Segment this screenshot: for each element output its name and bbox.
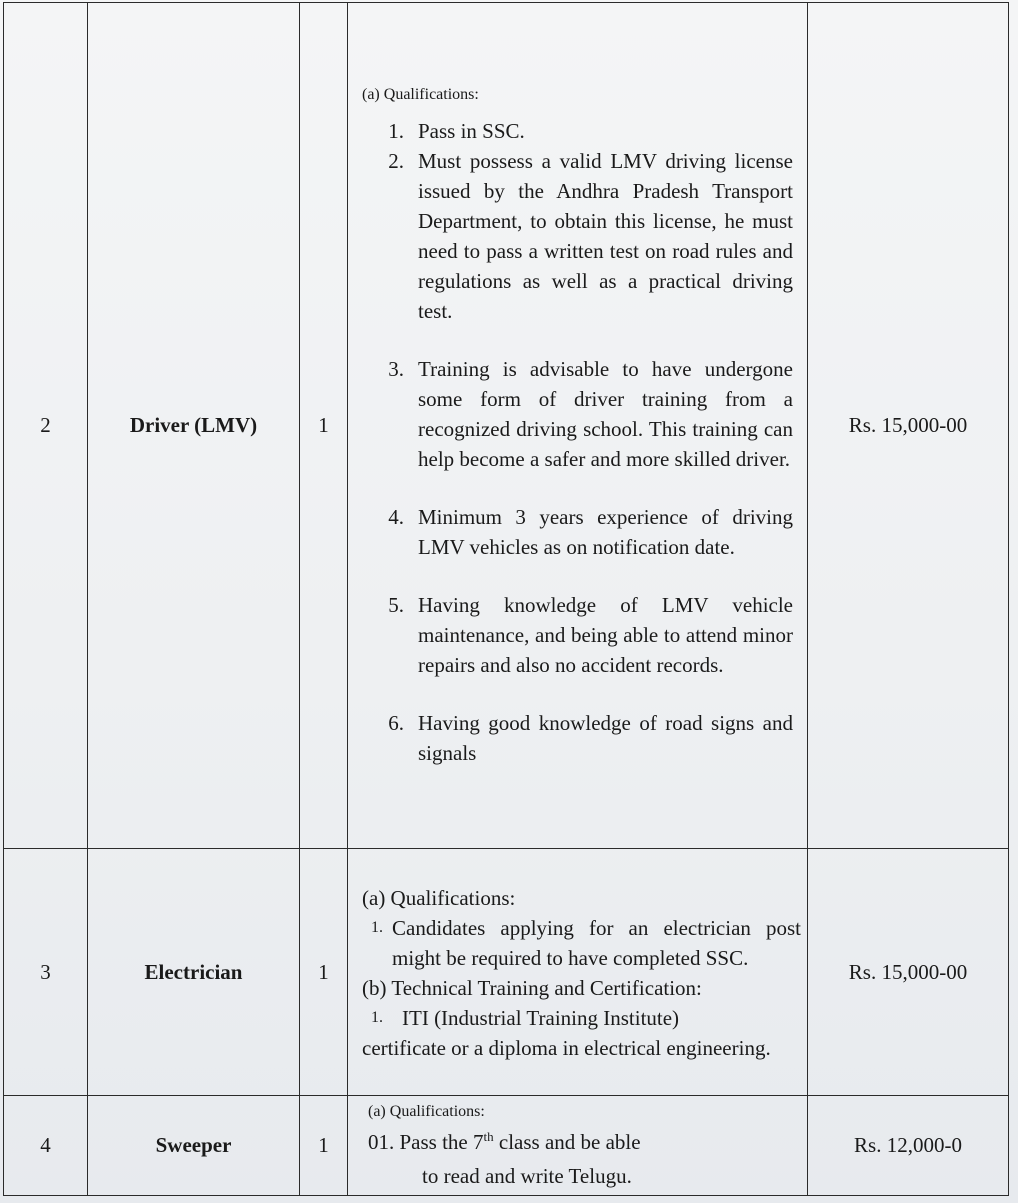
item-text: ITI (Industrial Training Institute) [402, 1006, 680, 1030]
qualification-text: class and be able [493, 1129, 641, 1154]
item-text: Must possess a valid LMV driving license issued by the Andhra Pradesh Transport Department, to obtain this license, he must need to pass a written test on road rules and regulations as well as a practical driving test. [418, 148, 793, 323]
item-number: 4. [388, 504, 404, 529]
serial-number-cell: 4 [4, 1096, 88, 1196]
qualifications-cell [348, 1096, 808, 1196]
item-number: 3. [388, 356, 404, 381]
salary-cell: Rs. 12,000-0 [808, 1096, 1009, 1196]
qualifications-heading: (a) Qualifications: [368, 1102, 485, 1120]
item-number: 6. [388, 710, 404, 735]
qualification-line: to read and write Telugu. [422, 1163, 632, 1188]
list-item [362, 146, 793, 326]
training-heading: (b) Technical Training and Certification: [362, 976, 702, 1000]
item-number: 5. [388, 592, 404, 617]
item-text-continued: certificate or a diploma in electrical engineering. [362, 1036, 771, 1060]
qualifications-heading: (a) Qualifications: [362, 886, 516, 910]
item-number: 1. [371, 919, 383, 936]
ordinal-suffix: th [483, 1128, 494, 1144]
item-text: Candidates applying for an electrician post might be required to have completed SSC. [392, 916, 801, 970]
list-item [362, 708, 793, 768]
item-text: Pass in SSC. [418, 118, 525, 143]
table-row-electrician [4, 849, 1009, 1096]
list-item [362, 502, 793, 562]
post-count-cell: 1 [300, 3, 348, 849]
post-count-cell: 1 [300, 1096, 348, 1196]
table-row-sweeper [4, 1096, 1009, 1196]
qualifications-heading: (a) Qualifications: [362, 85, 479, 103]
list-item [362, 116, 793, 146]
item-text: Minimum 3 years experience of driving LMV vehicles as on notification date. [418, 504, 793, 559]
list-item [362, 590, 793, 680]
qualifications-cell [348, 3, 808, 849]
table-row-driver [4, 3, 1009, 849]
post-name-cell: Sweeper [88, 1096, 300, 1196]
item-number: 2. [388, 148, 404, 173]
qualification-line [368, 1127, 797, 1157]
qualifications-list [362, 116, 793, 768]
list-item [362, 913, 801, 973]
item-text: Having knowledge of LMV vehicle maintenance, and being able to attend minor repairs and also no accident records. [418, 592, 793, 677]
post-count-cell: 1 [300, 849, 348, 1096]
serial-number-cell: 3 [4, 849, 88, 1096]
salary-cell: Rs. 15,000-00 [808, 849, 1009, 1096]
qualifications-cell [348, 849, 808, 1096]
item-number: 1. [371, 1009, 383, 1026]
recruitment-table [3, 2, 1009, 1196]
item-text: Training is advisable to have undergone some form of driver training from a recognized driving school. This training can help become a safer and more skilled driver. [418, 356, 793, 471]
item-text: Having good knowledge of road signs and signals [418, 710, 793, 765]
item-number: 1. [388, 118, 404, 143]
salary-cell: Rs. 15,000-00 [808, 3, 1009, 849]
qualification-text: 01. Pass the 7 [368, 1129, 484, 1154]
list-item [362, 354, 793, 474]
serial-number-cell: 2 [4, 3, 88, 849]
post-name-cell: Electrician [88, 849, 300, 1096]
list-item [362, 1003, 801, 1033]
post-name-cell: Driver (LMV) [88, 3, 300, 849]
